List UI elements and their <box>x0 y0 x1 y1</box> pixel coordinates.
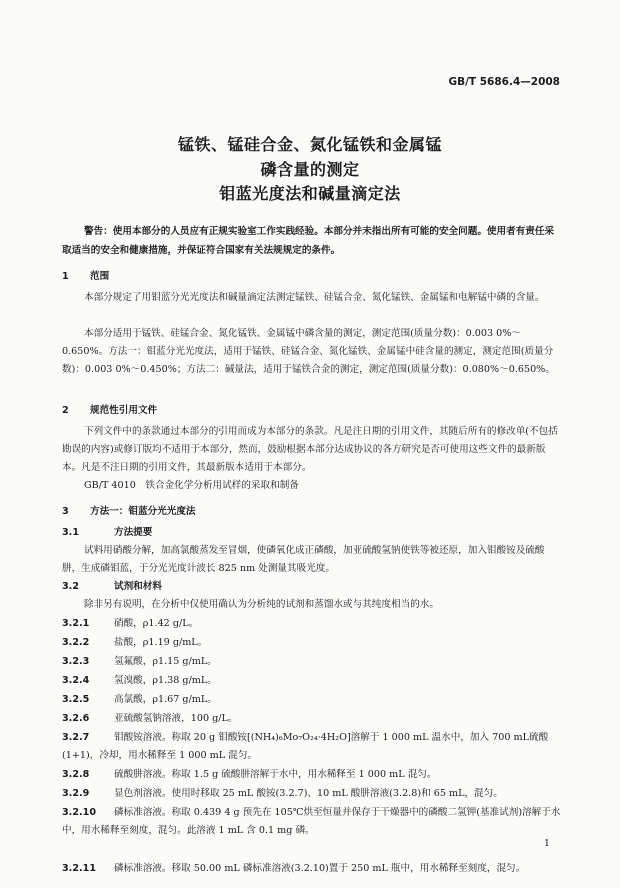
reagent-item <box>62 729 562 765</box>
subsection-3-1-heading <box>62 524 152 538</box>
reagent-item <box>62 672 562 690</box>
standard-number: GB/T 5686.4—2008 <box>448 76 560 88</box>
item-text: 磷标准溶液。称取 0.439 4 g 预先在 105℃烘至恒量并保存于干燥器中的磷酸二氢钾(基准试剂)溶解于水中，用水稀释至刻度，混匀。此溶液 1 mL 含 0.1 mg 磷。 <box>62 807 561 836</box>
section-number: 1 <box>62 271 69 282</box>
item-text: 亚硫酸氢钠溶液，100 g/L。 <box>114 713 238 724</box>
section-title: 规范性引用文件 <box>90 405 158 416</box>
reagent-item <box>62 653 562 671</box>
item-number: 3.2.4 <box>62 675 90 686</box>
item-number: 3.2.2 <box>62 637 90 648</box>
item-number: 3.2.5 <box>62 694 90 705</box>
scope-paragraph-1: 本部分规定了用钼蓝分光光度法和碱量滴定法测定锰铁、硅锰合金、氮化锰铁、金属锰和电解锰中磷的含量。 <box>84 292 545 303</box>
subsection-3-2-heading <box>62 578 162 592</box>
section-2-heading <box>62 402 157 416</box>
item-text: 显色剂溶液。使用时移取 25 mL 酸铵(3.2.7)、10 mL 酸肼溶液(3.2.8)和 65 mL，混匀。 <box>114 788 503 799</box>
title-line-1: 锰铁、锰硅合金、氮化锰铁和金属锰 <box>177 135 442 154</box>
reference-gbt4010: GB/T 4010 铁合金化学分析用试样的采取和制备 <box>84 480 299 491</box>
section-number: 3 <box>62 506 69 517</box>
page-number: 1 <box>543 838 550 849</box>
reagent-item <box>62 766 562 784</box>
item-number: 3.2.11 <box>62 863 96 874</box>
reagent-item <box>62 860 562 878</box>
reagents-intro-paragraph: 除非另有说明，在分析中仅使用确认为分析纯的试剂和蒸馏水或与其纯度相当的水。 <box>84 599 439 610</box>
item-text: 磷标准溶液。移取 50.00 mL 磷标准溶液(3.2.10)置于 250 mL 瓶中，用水稀释至刻度，混匀。 <box>114 863 526 874</box>
subsection-number: 3.2 <box>62 581 79 592</box>
section-title: 范围 <box>90 271 110 282</box>
item-number: 3.2.10 <box>62 807 96 818</box>
item-text: 氢氟酸，ρ1.15 g/mL。 <box>114 656 217 667</box>
subsection-number: 3.1 <box>62 527 79 538</box>
section-title: 方法一：钼蓝分光光度法 <box>90 506 196 517</box>
warning-paragraph: 警告：使用本部分的人员应有正规实验室工作实践经验。本部分并未指出所有可能的安全问题。使用者有责任采取适当的安全和健康措施，并保证符合国家有关法规规定的条件。 <box>62 226 555 256</box>
item-text: 硫酸肼溶液。称取 1.5 g 硫酸肼溶解于水中，用水稀释至 1 000 mL 混匀。 <box>114 769 437 780</box>
subsection-title: 试剂和材料 <box>114 581 162 592</box>
reagent-item <box>62 691 562 709</box>
item-number: 3.2.6 <box>62 713 90 724</box>
scope-paragraph-2: 本部分适用于锰铁、硅锰合金、氮化锰铁、金属锰中磷含量的测定，测定范围(质量分数)：0.003 0%～0.650%。方法一：钼蓝分光光度法，适用于锰铁、硅锰合金、氮化锰铁、金属锰中硅含量的测定，测定范围(质量分数)：0.003 0%～0.450%；方法二：碱量法，适用于锰铁合金的测定，测定范围(质量分数)：0.080%～0.650%。 <box>62 328 555 375</box>
item-number: 3.2.3 <box>62 656 90 667</box>
item-text: 氢溴酸，ρ1.38 g/mL。 <box>114 675 217 686</box>
item-number: 3.2.8 <box>62 769 90 780</box>
reagent-item <box>62 804 562 840</box>
title-line-2: 磷含量的测定 <box>260 160 360 179</box>
reagent-item <box>62 710 562 728</box>
method-summary-paragraph: 试料用硝酸分解，加高氯酸蒸发至冒烟，使磷氧化成正磷酸，加亚硫酸氢钠使铁等被还原，加入钼酸铵及硫酸肼，生成磷钼蓝，于分光光度计波长 825 nm 处测量其吸光度。 <box>62 545 545 574</box>
item-text: 高氯酸，ρ1.67 g/mL。 <box>114 694 217 705</box>
item-number: 3.2.7 <box>62 732 90 743</box>
subsection-title: 方法提要 <box>114 527 153 538</box>
section-number: 2 <box>62 405 69 416</box>
reagent-item <box>62 634 562 652</box>
reagent-item <box>62 785 562 803</box>
item-text: 钼酸铵溶液。称取 20 g 钼酸铵[(NH₄)₆Mo₇O₂₄·4H₂O]溶解于 1 000 mL 温水中，加入 700 mL硫酸(1+1)，冷却，用水稀释至 1 000 mL 混匀。 <box>62 732 549 761</box>
reagent-item <box>62 615 562 633</box>
item-text: 硝酸，ρ1.42 g/L。 <box>114 618 199 629</box>
item-number: 3.2.1 <box>62 618 90 629</box>
section-1-heading <box>62 268 109 282</box>
references-paragraph: 下列文件中的条款通过本部分的引用而成为本部分的条款。凡是注日期的引用文件，其随后所有的修改单(不包括勘误的内容)或修订版均不适用于本部分，然而，鼓励根据本部分达成协议的各方研究是否可使用这些文件的最新版本。凡是不注日期的引用文件，其最新版本适用于本部分。 <box>62 426 558 473</box>
title-line-3: 钼蓝光度法和碱量滴定法 <box>219 184 401 203</box>
item-number: 3.2.9 <box>62 788 90 799</box>
item-text: 盐酸，ρ1.19 g/mL。 <box>114 637 208 648</box>
section-3-heading <box>62 503 196 517</box>
